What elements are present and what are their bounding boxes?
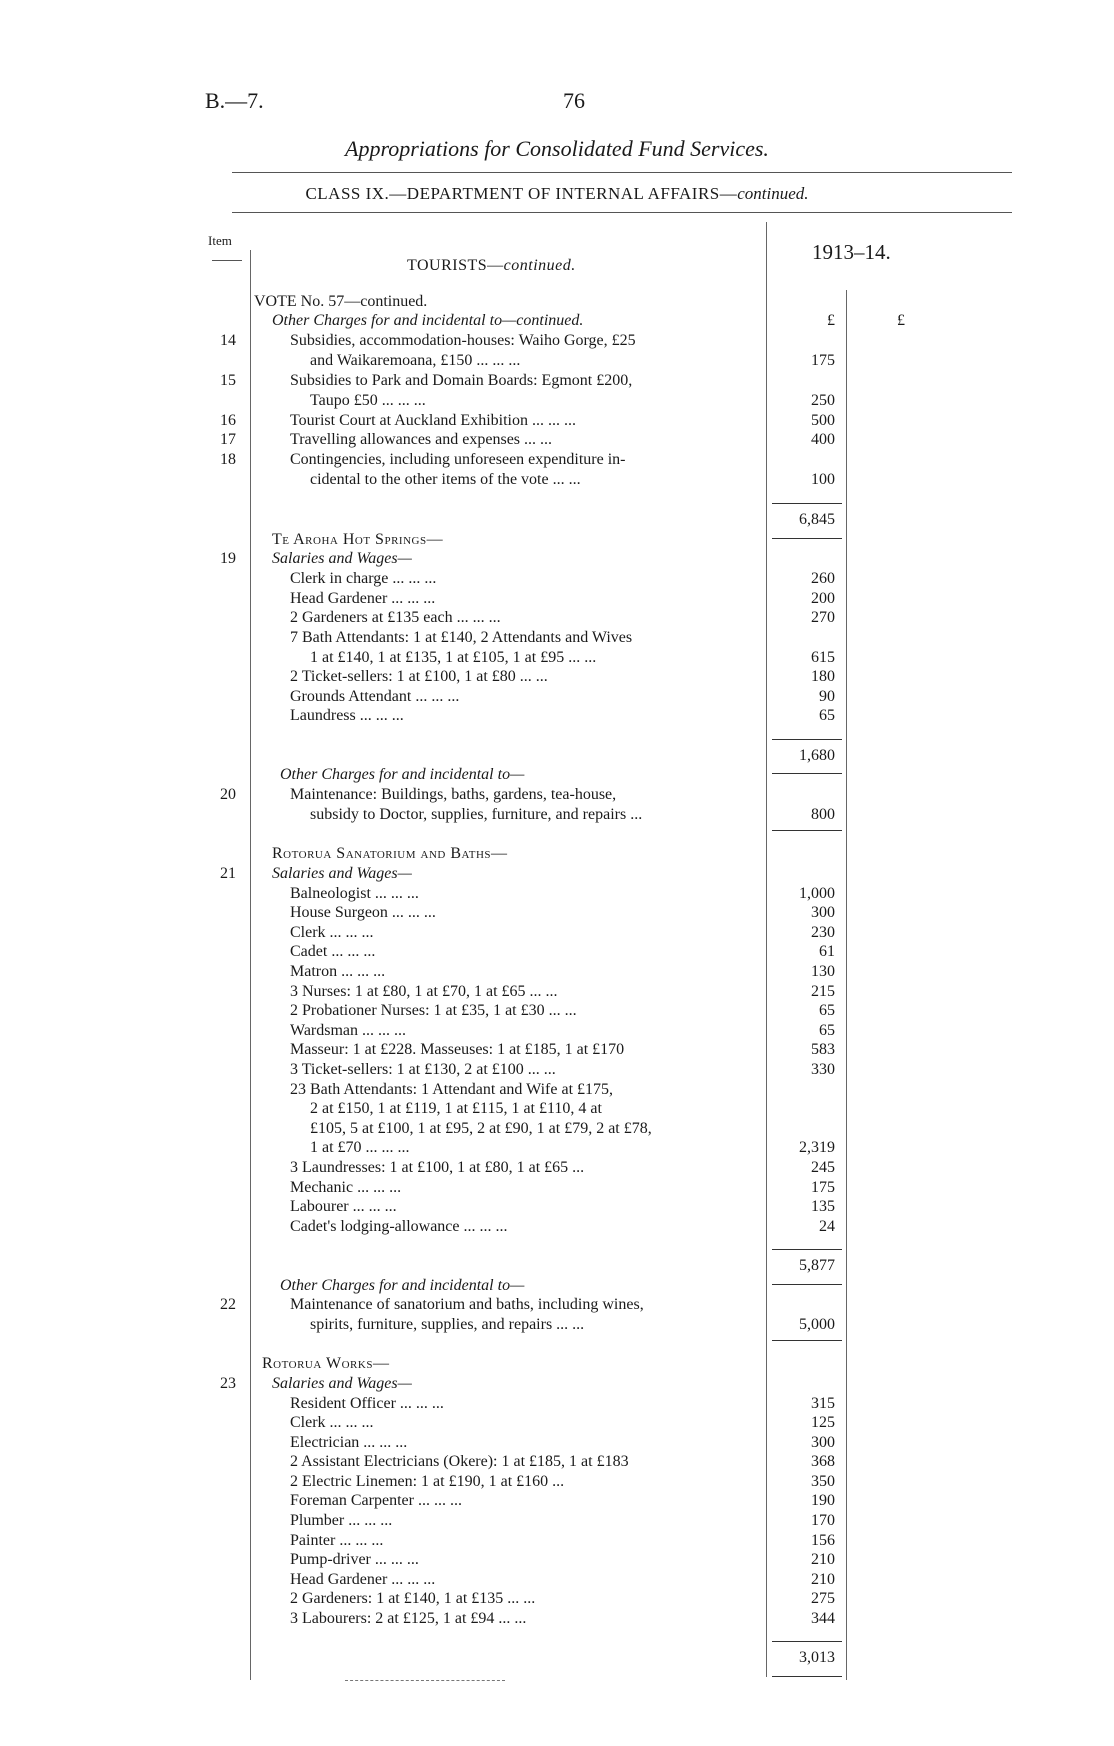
table-row — [0, 667, 1114, 687]
row-amount: 210 — [811, 1551, 835, 1568]
row-amount: 270 — [811, 609, 835, 626]
item-number: 17 — [220, 431, 236, 448]
table-row — [0, 942, 1114, 962]
row-description: Grounds Attendant ... ... ... — [290, 688, 460, 705]
total-rule-item-20 — [772, 830, 842, 831]
table-row — [0, 1178, 1114, 1198]
table-row — [0, 411, 1114, 431]
row-amount: 230 — [811, 924, 835, 941]
row-description: spirits, furniture, supplies, and repairs ... ... — [310, 1316, 585, 1333]
table-row — [0, 1040, 1114, 1060]
table-row — [0, 1099, 1114, 1119]
row-description: House Surgeon ... ... ... — [290, 904, 436, 921]
year-column-header: 1913–14. — [812, 240, 891, 264]
subtotal-amount: 1,680 — [799, 747, 835, 764]
title-rule — [232, 172, 1012, 173]
table-row — [0, 1276, 1114, 1296]
row-description: Cadet's lodging-allowance ... ... ... — [290, 1218, 508, 1235]
row-amount: 156 — [811, 1532, 835, 1549]
row-amount: 61 — [819, 943, 835, 960]
subtotal-amount: 5,877 — [799, 1257, 835, 1274]
total-rule-te-aroha-top — [772, 739, 842, 740]
table-row — [0, 1158, 1114, 1178]
row-description: 2 Electric Linemen: 1 at £190, 1 at £160 ... — [290, 1473, 565, 1490]
row-description: Salaries and Wages— — [272, 550, 412, 567]
section-title — [407, 257, 576, 275]
row-description: Rotorua Works— — [262, 1355, 390, 1372]
row-description: Labourer ... ... ... — [290, 1198, 397, 1215]
table-row — [0, 765, 1114, 785]
row-amount: 175 — [811, 1179, 835, 1196]
row-description: 2 at £150, 1 at £119, 1 at £115, 1 at £110, 4 at — [310, 1100, 602, 1117]
row-description: 23 Bath Attendants: 1 Attendant and Wife at £175, — [290, 1081, 614, 1098]
total-rule-item-22 — [772, 1340, 842, 1341]
item-number: 20 — [220, 786, 236, 803]
table-row — [0, 1452, 1114, 1472]
row-description: Plumber ... ... ... — [290, 1512, 393, 1529]
item-number: 19 — [220, 550, 236, 567]
footer-rule — [345, 1680, 505, 1681]
row-description: Resident Officer ... ... ... — [290, 1395, 444, 1412]
row-description: 1 at £70 ... ... ... — [310, 1139, 410, 1156]
row-amount: 250 — [811, 392, 835, 409]
row-description: 1 at £140, 1 at £135, 1 at £105, 1 at £95 ... ... — [310, 649, 597, 666]
table-row — [0, 1119, 1114, 1139]
row-description: 2 Assistant Electricians (Okere): 1 at £185, 1 at £183 — [290, 1453, 629, 1470]
row-amount: 245 — [811, 1159, 835, 1176]
page-number: 76 — [563, 88, 585, 113]
row-amount: 170 — [811, 1512, 835, 1529]
table-row — [0, 1060, 1114, 1080]
table-row — [0, 923, 1114, 943]
item-column-header: Item — [208, 233, 232, 248]
table-row — [0, 430, 1114, 450]
row-description: Other Charges for and incidental to—continued. — [272, 312, 584, 329]
table-row — [0, 608, 1114, 628]
row-amount: 800 — [811, 806, 835, 823]
row-amount: 368 — [811, 1453, 835, 1470]
row-description: Te Aroha Hot Springs— — [272, 531, 444, 548]
row-description: Laundress ... ... ... — [290, 707, 404, 724]
table-row — [0, 391, 1114, 411]
table-row — [0, 884, 1114, 904]
item-number: 22 — [220, 1296, 236, 1313]
table-row — [0, 450, 1114, 470]
table-row — [0, 844, 1114, 864]
item-number: 21 — [220, 865, 236, 882]
table-row — [0, 1550, 1114, 1570]
page-title: Appropriations for Consolidated Fund Services. — [345, 136, 769, 161]
table-row — [0, 589, 1114, 609]
row-description: Travelling allowances and expenses ... ... — [290, 431, 553, 448]
row-amount: 65 — [819, 707, 835, 724]
item-header-rule — [212, 260, 242, 261]
table-row — [0, 1491, 1114, 1511]
row-amount: 344 — [811, 1610, 835, 1627]
total-column-pound-mark: £ — [897, 312, 905, 329]
row-description: Maintenance: Buildings, baths, gardens, tea-house, — [290, 786, 617, 803]
row-description: Other Charges for and incidental to— — [280, 766, 525, 783]
row-amount: 330 — [811, 1061, 835, 1078]
row-description: Tourist Court at Auckland Exhibition ... ... ... — [290, 412, 576, 429]
row-amount: 90 — [819, 688, 835, 705]
table-row — [0, 510, 1114, 530]
row-description: 2 Gardeners at £135 each ... ... ... — [290, 609, 501, 626]
subtotal-amount: 3,013 — [799, 1649, 835, 1666]
row-amount: 400 — [811, 431, 835, 448]
table-row — [0, 1648, 1114, 1668]
document-code: B.—7. — [205, 88, 264, 113]
table-row — [0, 1080, 1114, 1100]
row-description: 3 Ticket-sellers: 1 at £130, 2 at £100 ... ... — [290, 1061, 556, 1078]
row-description: 3 Labourers: 2 at £125, 1 at £94 ... ... — [290, 1610, 527, 1627]
section-title-text: TOURISTS— — [407, 257, 504, 274]
table-row — [0, 687, 1114, 707]
item-number: 18 — [220, 451, 236, 468]
row-description: Painter ... ... ... — [290, 1532, 384, 1549]
row-description: Pump-driver ... ... ... — [290, 1551, 419, 1568]
item-number: 16 — [220, 412, 236, 429]
row-amount: 615 — [811, 649, 835, 666]
table-row — [0, 1413, 1114, 1433]
table-row — [0, 805, 1114, 825]
row-description: Masseur: 1 at £228. Masseuses: 1 at £185, 1 at £170 — [290, 1041, 625, 1058]
table-row — [0, 1138, 1114, 1158]
row-description: Rotorua Sanatorium and Baths— — [272, 845, 508, 862]
row-amount: 180 — [811, 668, 835, 685]
table-row — [0, 351, 1114, 371]
table-row — [0, 1374, 1114, 1394]
table-row — [0, 706, 1114, 726]
row-description: Contingencies, including unforeseen expenditure in- — [290, 451, 626, 468]
table-row — [0, 1609, 1114, 1629]
table-row — [0, 1256, 1114, 1276]
row-amount: 130 — [811, 963, 835, 980]
table-row — [0, 1472, 1114, 1492]
table-row — [0, 628, 1114, 648]
section-title-continued: continued. — [503, 257, 576, 274]
row-description: Salaries and Wages— — [272, 865, 412, 882]
table-row — [0, 1511, 1114, 1531]
row-description: Head Gardener ... ... ... — [290, 590, 436, 607]
row-amount: 190 — [811, 1492, 835, 1509]
table-row — [0, 530, 1114, 550]
row-description: Mechanic ... ... ... — [290, 1179, 402, 1196]
table-row — [0, 1295, 1114, 1315]
row-description: 3 Nurses: 1 at £80, 1 at £70, 1 at £65 ... ... — [290, 983, 558, 1000]
table-row — [0, 331, 1114, 351]
table-row — [0, 1354, 1114, 1374]
row-description: Balneologist ... ... ... — [290, 885, 419, 902]
row-description: VOTE No. 57—continued. — [254, 293, 428, 310]
table-row — [0, 311, 1114, 331]
row-amount: 65 — [819, 1022, 835, 1039]
row-amount: 500 — [811, 412, 835, 429]
table-row — [0, 1021, 1114, 1041]
row-description: cidental to the other items of the vote ... ... — [310, 471, 581, 488]
table-row — [0, 1217, 1114, 1237]
class-heading-text: CLASS IX.—DEPARTMENT OF INTERNAL AFFAIRS— — [305, 184, 738, 203]
row-description: 2 Gardeners: 1 at £140, 1 at £135 ... ... — [290, 1590, 536, 1607]
row-amount: 583 — [811, 1041, 835, 1058]
table-row — [0, 864, 1114, 884]
row-amount: 200 — [811, 590, 835, 607]
row-amount: 125 — [811, 1414, 835, 1431]
row-description: Salaries and Wages— — [272, 1375, 412, 1392]
row-description: Subsidies to Park and Domain Boards: Egmont £200, — [290, 372, 633, 389]
row-description: and Waikaremoana, £150 ... ... ... — [310, 352, 521, 369]
row-amount: 260 — [811, 570, 835, 587]
total-rule-works-top — [772, 1641, 842, 1642]
item-number: 15 — [220, 372, 236, 389]
row-description: subsidy to Doctor, supplies, furniture, and repairs ... — [310, 806, 643, 823]
row-amount: 24 — [819, 1218, 835, 1235]
table-row — [0, 1433, 1114, 1453]
row-amount: 2,319 — [799, 1139, 835, 1156]
row-amount: 275 — [811, 1590, 835, 1607]
row-description: Cadet ... ... ... — [290, 943, 376, 960]
row-description: Electrician ... ... ... — [290, 1434, 408, 1451]
row-amount: £ — [827, 312, 835, 329]
table-row — [0, 470, 1114, 490]
table-row — [0, 371, 1114, 391]
row-description: Clerk ... ... ... — [290, 1414, 374, 1431]
row-amount: 175 — [811, 352, 835, 369]
row-amount: 300 — [811, 904, 835, 921]
row-description: Subsidies, accommodation-houses: Waiho Gorge, £25 — [290, 332, 636, 349]
row-description: Clerk ... ... ... — [290, 924, 374, 941]
table-row — [0, 648, 1114, 668]
row-amount: 315 — [811, 1395, 835, 1412]
class-heading — [0, 184, 1114, 204]
row-amount: 350 — [811, 1473, 835, 1490]
item-number: 23 — [220, 1375, 236, 1392]
row-amount: 300 — [811, 1434, 835, 1451]
row-description: 2 Ticket-sellers: 1 at £100, 1 at £80 ... ... — [290, 668, 548, 685]
table-row — [0, 746, 1114, 766]
table-row — [0, 1394, 1114, 1414]
table-row — [0, 962, 1114, 982]
row-amount: 65 — [819, 1002, 835, 1019]
table-row — [0, 903, 1114, 923]
row-description: Clerk in charge ... ... ... — [290, 570, 437, 587]
row-amount: 100 — [811, 471, 835, 488]
row-amount: 215 — [811, 983, 835, 1000]
item-number: 14 — [220, 332, 236, 349]
row-amount: 210 — [811, 1571, 835, 1588]
class-rule — [232, 212, 1012, 213]
table-row — [0, 1589, 1114, 1609]
row-amount: 1,000 — [799, 885, 835, 902]
table-row — [0, 569, 1114, 589]
row-description: Foreman Carpenter ... ... ... — [290, 1492, 462, 1509]
row-description: Maintenance of sanatorium and baths, including wines, — [290, 1296, 644, 1313]
row-description: £105, 5 at £100, 1 at £95, 2 at £90, 1 at £79, 2 at £78, — [310, 1120, 652, 1137]
table-row — [0, 292, 1114, 312]
row-description: 2 Probationer Nurses: 1 at £35, 1 at £30 ... ... — [290, 1002, 577, 1019]
row-amount: 135 — [811, 1198, 835, 1215]
table-row — [0, 982, 1114, 1002]
table-row — [0, 1531, 1114, 1551]
table-row — [0, 1315, 1114, 1335]
row-description: Head Gardener ... ... ... — [290, 1571, 436, 1588]
row-amount: 5,000 — [799, 1316, 835, 1333]
total-rule-works-bottom — [772, 1676, 842, 1677]
class-heading-continued: continued. — [737, 184, 809, 203]
row-description: 7 Bath Attendants: 1 at £140, 2 Attendants and Wives — [290, 629, 633, 646]
table-row — [0, 1001, 1114, 1021]
subtotal-amount: 6,845 — [799, 511, 835, 528]
row-description: 3 Laundresses: 1 at £100, 1 at £80, 1 at £65 ... — [290, 1159, 585, 1176]
table-row — [0, 1197, 1114, 1217]
row-description: Matron ... ... ... — [290, 963, 386, 980]
table-row — [0, 785, 1114, 805]
row-description: Wardsman ... ... ... — [290, 1022, 407, 1039]
total-rule-sanatorium-top — [772, 1249, 842, 1250]
row-description: Other Charges for and incidental to— — [280, 1277, 525, 1294]
table-row — [0, 1570, 1114, 1590]
table-row — [0, 549, 1114, 569]
row-description: Taupo £50 ... ... ... — [310, 392, 426, 409]
total-rule-tourists-top — [772, 503, 842, 504]
